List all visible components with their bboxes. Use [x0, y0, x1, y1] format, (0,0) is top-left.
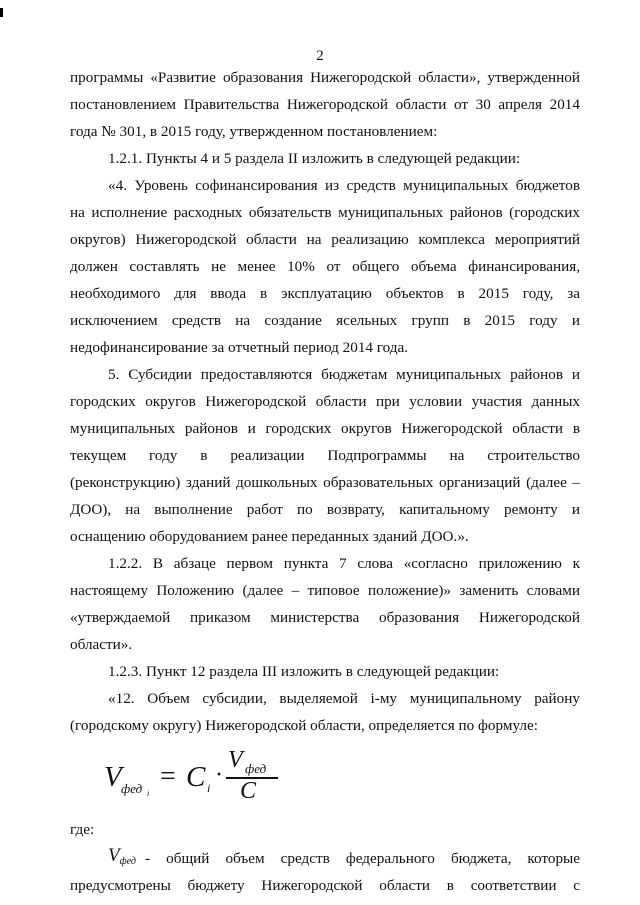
- text-line: 1.2.1. Пункты 4 и 5 раздела II изложить в следующей редакции:: [108, 150, 521, 167]
- where-label: где:: [70, 821, 95, 838]
- formula-operator: ·: [215, 762, 223, 788]
- formula-coef-symbol: C: [186, 761, 206, 793]
- formula-denominator: C: [240, 778, 257, 804]
- text-line: на исполнение расходных обязательств муниципальных районов (городских: [70, 204, 580, 221]
- text-line: городских округов Нижегородской области при условии участия данных: [70, 393, 580, 410]
- text-line: 5. Субсидии предоставляются бюджетам муниципальных районов и: [108, 366, 580, 383]
- scan-edge-mark: [0, 8, 3, 17]
- text-line: (реконструкцию) зданий дошкольных образовательных организаций (далее –: [70, 474, 580, 491]
- text-line: 1.2.3. Пункт 12 раздела III изложить в следующей редакции:: [108, 663, 500, 680]
- text-line: округов) Нижегородской области на реализацию комплекса мероприятий: [70, 231, 580, 248]
- text-line: муниципальных районов и городских округов Нижегородской области в: [70, 420, 580, 437]
- text-line: 1.2.2. В абзаце первом пункта 7 слова «согласно приложению к: [108, 555, 580, 572]
- text-line: программы «Развитие образования Нижегородской области», утвержденной: [70, 69, 580, 86]
- definition-symbol-letter: V: [108, 845, 120, 866]
- text-line: «4. Уровень софинансирования из средств муниципальных бюджетов: [108, 177, 580, 194]
- formula-numerator-subscript: фед: [245, 761, 267, 776]
- text-line: оснащению оборудованием ранее переданных зданий ДОО.».: [70, 528, 469, 545]
- formula-equals: =: [160, 761, 176, 792]
- text-line: «12. Объем субсидии, выделяемой i-му муниципальному району: [108, 690, 580, 707]
- formula-lhs-index: i: [147, 789, 150, 798]
- text-line: «утверждаемой приказом министерства образования Нижегородской: [70, 609, 580, 626]
- formula-coef-subscript: i: [207, 781, 211, 795]
- text-line: предусмотрены бюджету Нижегородской области в соответствии с: [70, 877, 580, 894]
- text-line: (городскому округу) Нижегородской области, определяется по формуле:: [70, 717, 538, 734]
- subsidy-formula: [104, 748, 284, 808]
- text-line: недофинансирование за отчетный период 2014 года.: [70, 339, 409, 356]
- text-line: - общий объем средств федерального бюджета, которые: [145, 850, 580, 867]
- text-line: ДОО), на выполнение работ по возврату, капитальному ремонту и: [70, 501, 580, 518]
- definition-symbol-subscript: фед: [119, 856, 136, 867]
- text-line: постановлением Правительства Нижегородской области от 30 апреля 2014: [70, 96, 580, 113]
- formula-numerator-symbol: V: [228, 747, 243, 773]
- formula-lhs-subscript: фед: [121, 781, 143, 796]
- definition-symbol: [108, 846, 136, 866]
- text-line: текущем году в реализации Подпрограммы на строительство: [70, 447, 580, 464]
- text-line: исключением средств на создание ясельных групп в 2015 году и: [70, 312, 580, 329]
- page-number: 2: [316, 48, 324, 64]
- text-line: необходимого для ввода в эксплуатацию объектов в 2015 году, за: [70, 285, 580, 302]
- text-line: настоящему Положению (далее – типовое положение)» заменить словами: [70, 582, 580, 599]
- formula-lhs-symbol: V: [104, 761, 122, 793]
- text-line: года № 301, в 2015 году, утвержденном постановлением:: [70, 123, 438, 140]
- text-line: области».: [70, 636, 133, 653]
- text-line: должен составлять не менее 10% от общего объема финансирования,: [70, 258, 580, 275]
